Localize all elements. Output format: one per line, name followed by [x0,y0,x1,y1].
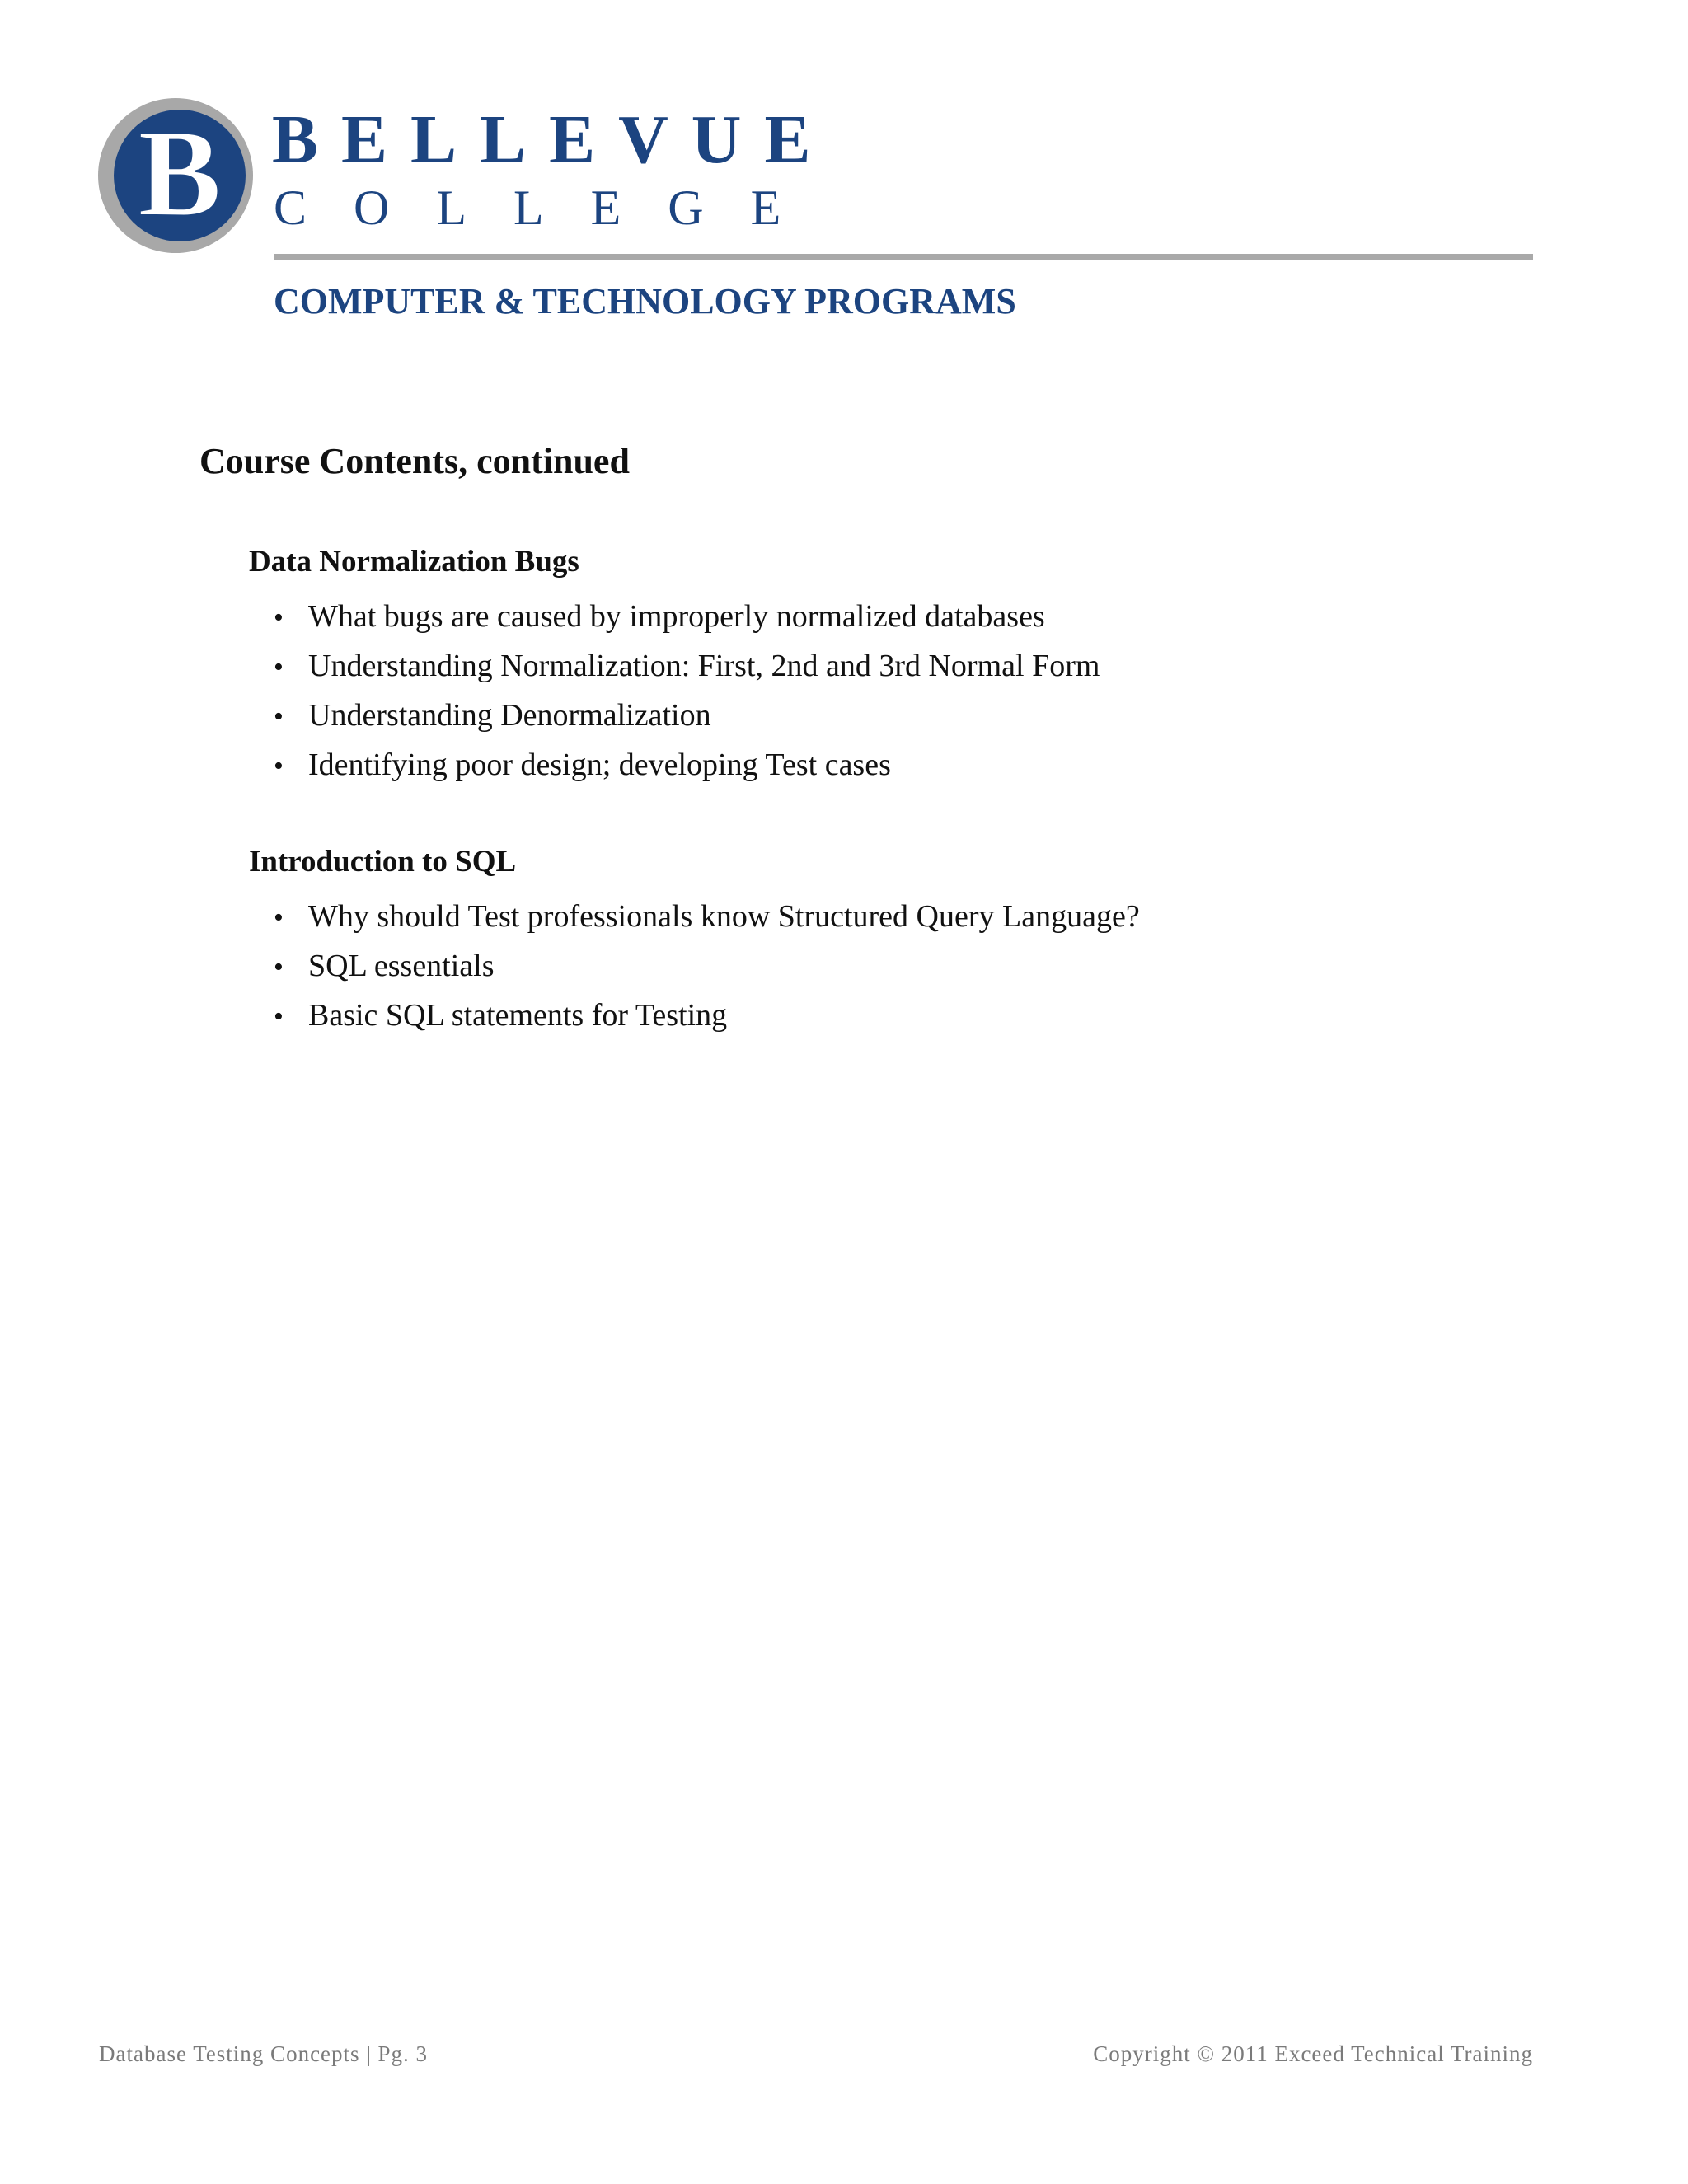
list-item-text: What bugs are caused by improperly normalized databases [308,599,1045,634]
bullet-icon: • [274,751,284,781]
list-item-text: Understanding Normalization: First, 2nd and 3rd Normal Form [308,649,1100,683]
list-item-text: Why should Test professionals know Structured Query Language? [308,899,1140,934]
list-item [249,691,1485,740]
bullet-icon: • [274,701,284,732]
footer-page-number: Pg. 3 [377,2041,428,2066]
bullet-icon: • [274,652,284,682]
list-item [249,740,1485,790]
wordmark-bellevue: BELLEVUE [272,101,834,178]
footer-doc-title: Database Testing Concepts [99,2041,360,2066]
bullet-icon: • [274,1001,284,1032]
page-heading: Course Contents, continued [199,441,630,481]
list-item [249,892,1485,941]
section-title: Introduction to SQL [249,845,517,879]
bullet-icon: • [274,602,284,633]
wordmark-college: COLLEGE [274,180,828,235]
header-divider [274,254,1533,260]
list-item-text: Understanding Denormalization [308,698,711,733]
bullet-list [249,892,1485,1040]
section-data-normalization-bugs [249,541,1485,790]
program-title: COMPUTER & TECHNOLOGY PROGRAMS [274,281,1016,321]
bullet-icon: • [274,902,284,933]
logo-letter: B [138,104,222,242]
footer-doc-info [99,2039,428,2069]
list-item-text: Basic SQL statements for Testing [308,998,728,1033]
list-item-text: SQL essentials [308,949,495,983]
list-item [249,592,1485,641]
list-item-text: Identifying poor design; developing Test cases [308,748,891,782]
bellevue-college-logo-icon [97,97,254,254]
bullet-icon: • [274,952,284,982]
footer-separator: | [366,2041,372,2066]
section-title: Data Normalization Bugs [249,545,579,579]
section-introduction-to-sql [249,841,1485,1040]
bullet-list [249,592,1485,790]
list-item [249,991,1485,1040]
list-item [249,941,1485,991]
list-item [249,641,1485,691]
footer-copyright: Copyright © 2011 Exceed Technical Training [1093,2041,1533,2066]
